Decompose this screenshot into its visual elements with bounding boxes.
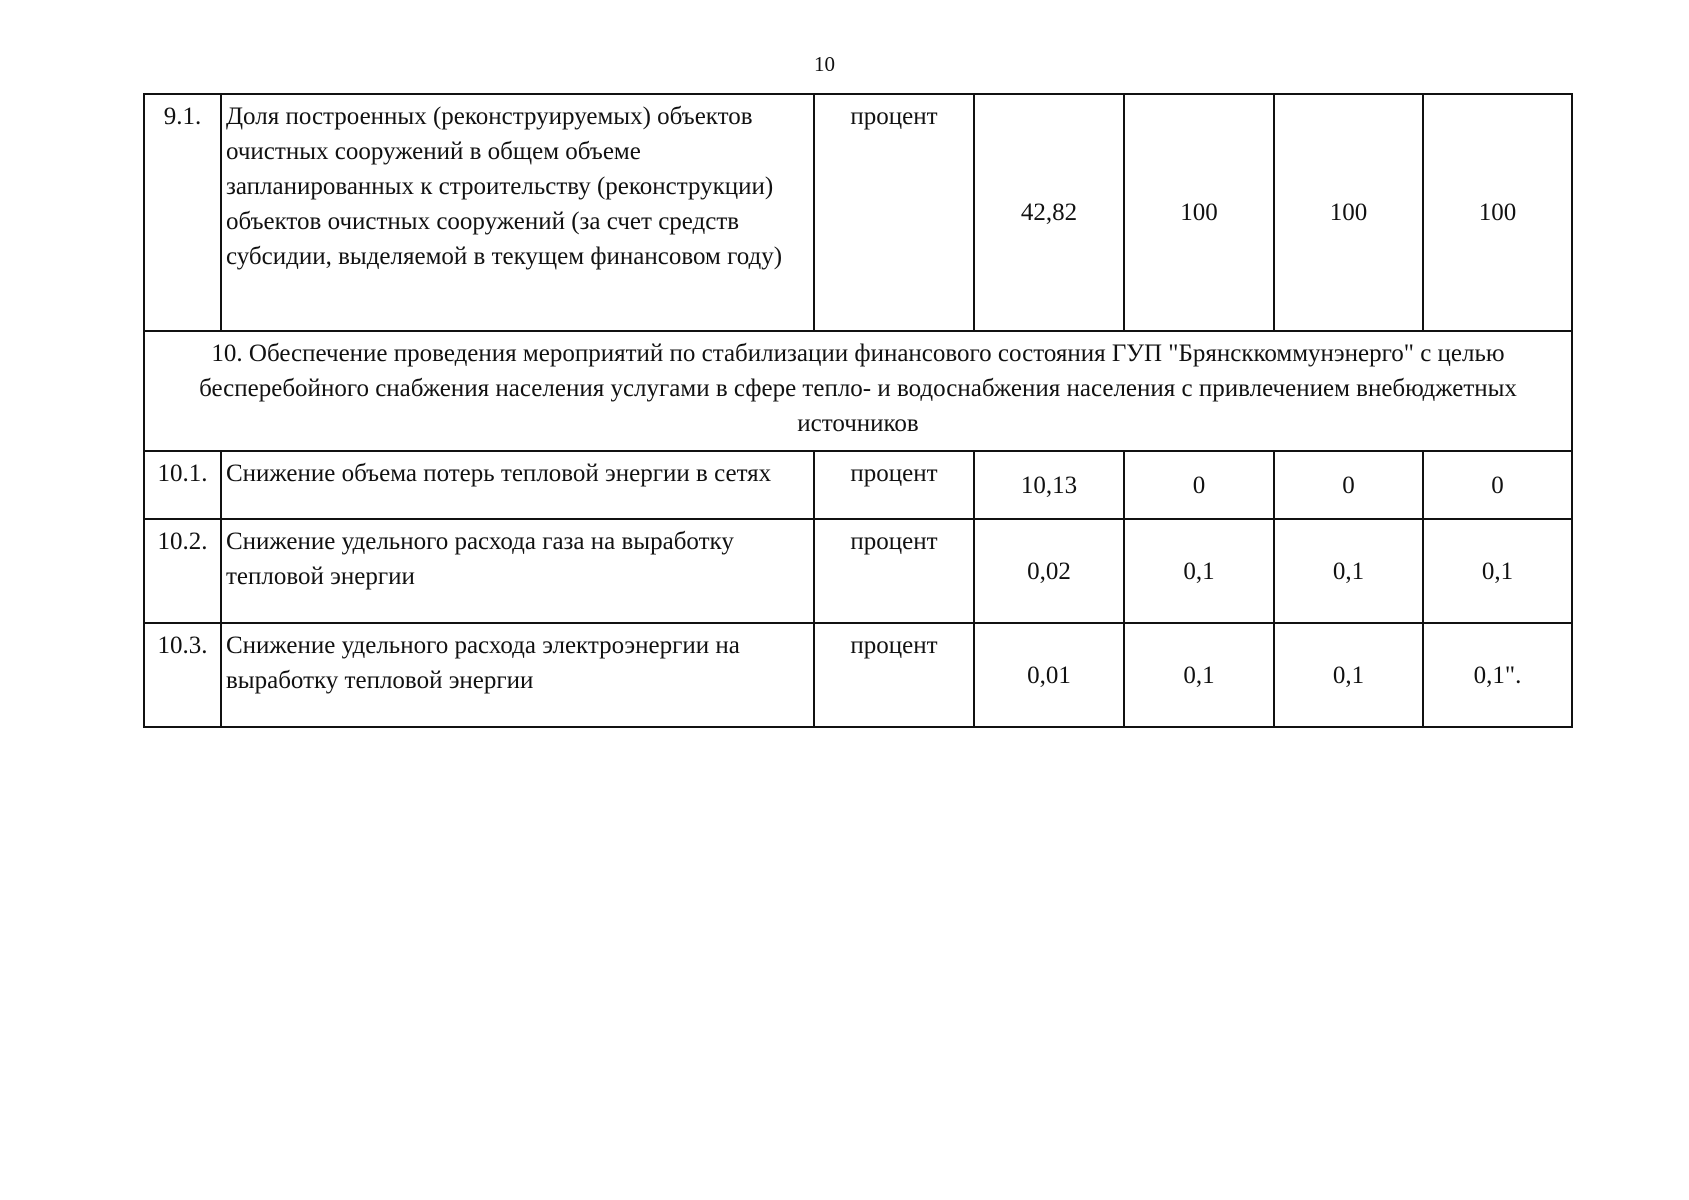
indicator-table	[143, 93, 1573, 728]
section-row	[144, 331, 1572, 451]
value-text: 0,02	[1027, 557, 1071, 585]
value-text: 0,1	[1183, 661, 1215, 689]
value-text: 0	[1192, 471, 1206, 499]
value-cell	[1423, 451, 1572, 519]
value-text: 100	[1329, 199, 1368, 226]
unit-cell: процент	[814, 623, 974, 727]
value-cell	[1124, 94, 1274, 331]
value-cell	[1274, 94, 1423, 331]
value-cell	[1423, 623, 1572, 727]
value-text: 0,1	[1481, 557, 1514, 585]
row-number: 10.3.	[144, 623, 221, 727]
value-cell	[1124, 623, 1274, 727]
value-cell	[1423, 94, 1572, 331]
indicator-name: Доля построенных (реконструируемых) объектов очистных сооружений в общем объеме запланированных к строительству (реконструкции) объектов очистных сооружений (за счет средств субсидии, выделяемой в текущем финансовом году)	[221, 94, 814, 331]
value-text: 0,1	[1183, 557, 1215, 585]
indicator-name: Снижение удельного расхода газа на выработку тепловой энергии	[221, 519, 814, 623]
value-text: 100	[1478, 199, 1517, 226]
value-text: 10,13	[1020, 471, 1078, 499]
value-cell	[974, 623, 1124, 727]
row-number: 10.2.	[144, 519, 221, 623]
table-row	[144, 94, 1572, 331]
value-text: 0,1	[1332, 661, 1365, 689]
page-number: 10	[814, 52, 835, 76]
value-cell	[974, 94, 1124, 331]
table-row	[144, 519, 1572, 623]
value-text: 42,82	[1020, 199, 1078, 226]
unit-cell: процент	[814, 451, 974, 519]
value-text: 0	[1491, 471, 1504, 499]
row-number: 9.1.	[144, 94, 221, 331]
value-cell	[974, 519, 1124, 623]
table-row	[144, 623, 1572, 727]
value-cell	[1274, 451, 1423, 519]
section-heading: 10. Обеспечение проведения мероприятий по стабилизации финансового состояния ГУП "Брянсккоммунэнерго" с целью бесперебойного снабжения населения услугами в сфере тепло- и водоснабжения населения с привлечением внебюджетных источников	[144, 331, 1572, 451]
indicator-name: Снижение объема потерь тепловой энергии в сетях	[221, 451, 814, 519]
value-text: 0,1".	[1473, 661, 1522, 689]
value-cell	[974, 451, 1124, 519]
value-cell	[1124, 519, 1274, 623]
value-text: 0	[1342, 471, 1355, 499]
indicator-name: Снижение удельного расхода электроэнергии на выработку тепловой энергии	[221, 623, 814, 727]
unit-cell: процент	[814, 519, 974, 623]
value-text: 0,1	[1332, 557, 1365, 585]
table-row	[144, 451, 1572, 519]
value-text: 0,01	[1027, 661, 1071, 689]
row-number: 10.1.	[144, 451, 221, 519]
value-cell	[1423, 519, 1572, 623]
value-text: 100	[1180, 199, 1218, 226]
unit-cell: процент	[814, 94, 974, 331]
value-cell	[1274, 623, 1423, 727]
value-cell	[1274, 519, 1423, 623]
value-cell	[1124, 451, 1274, 519]
